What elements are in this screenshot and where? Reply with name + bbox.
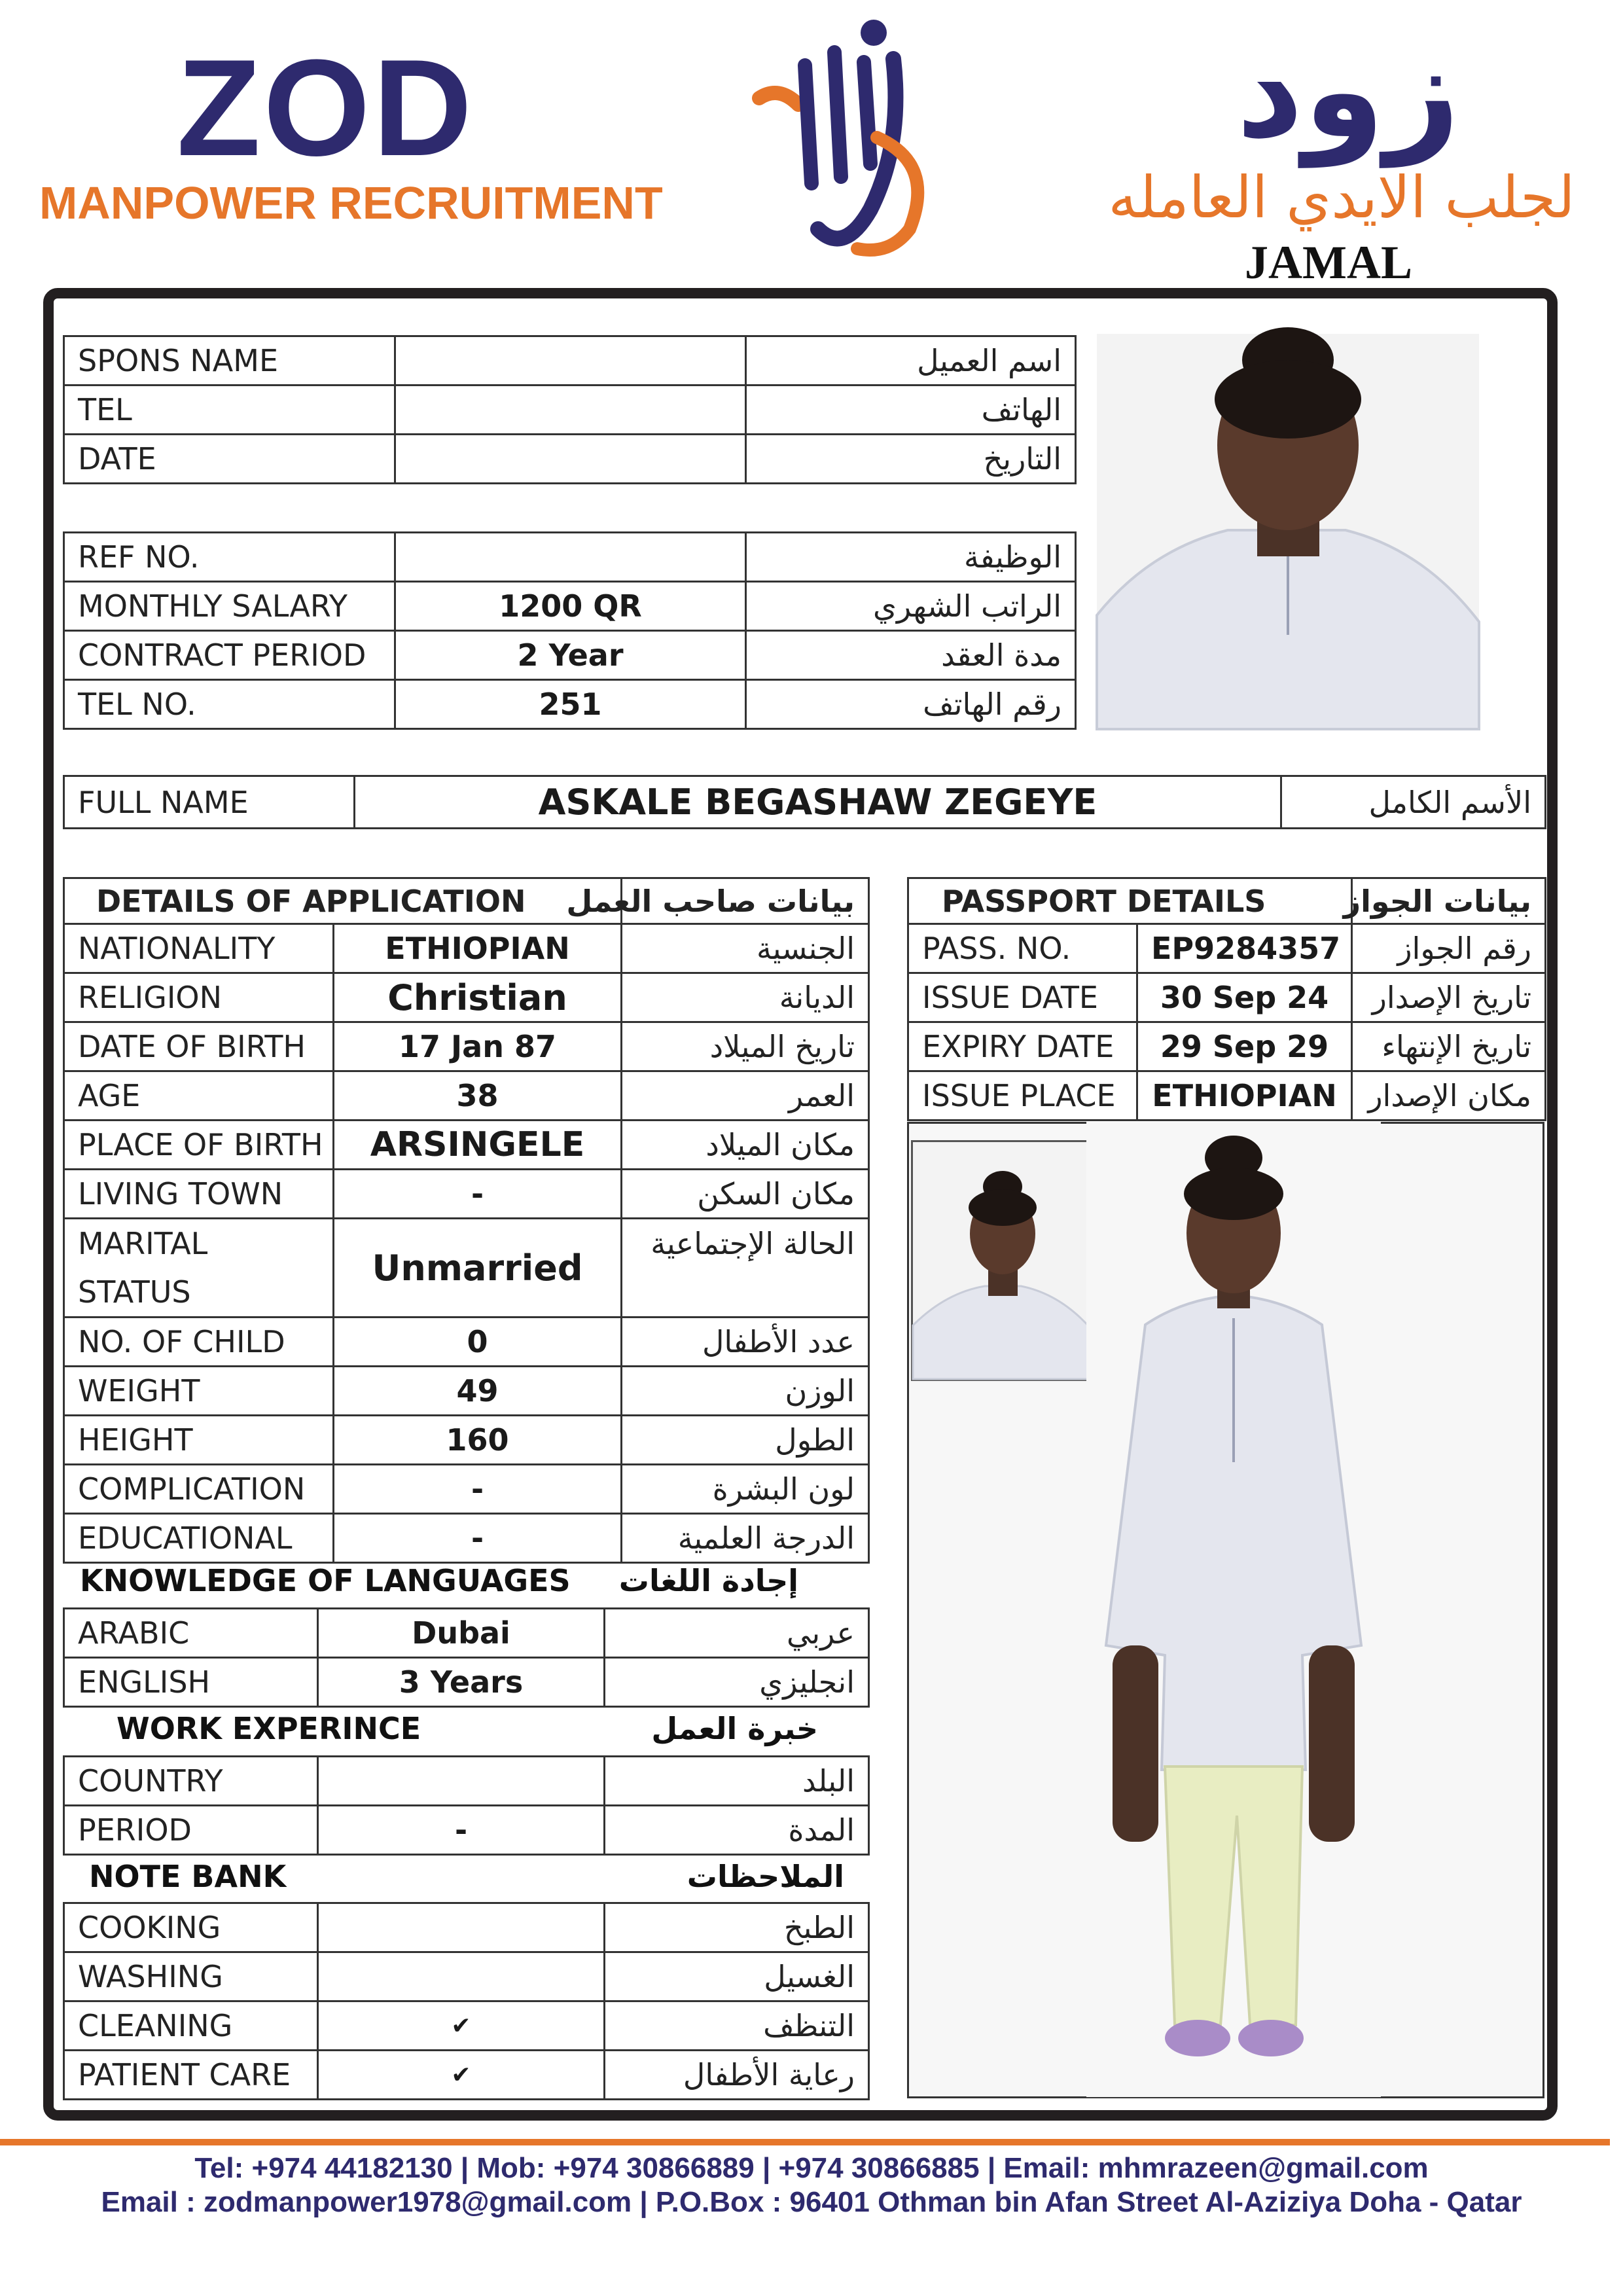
table-row bbox=[64, 1465, 869, 1514]
label-patient-care: PATIENT CARE bbox=[64, 2051, 318, 2100]
label-ar-expiry-date: تاريخ الإنتهاء bbox=[1352, 1022, 1546, 1071]
value-sponsor-name[interactable] bbox=[395, 336, 746, 386]
label-sponsor-name: SPONS NAME bbox=[64, 336, 395, 386]
job-table bbox=[63, 531, 1077, 730]
passport-photo bbox=[911, 1140, 1093, 1381]
value-expiry-date: 29 Sep 29 bbox=[1137, 1022, 1352, 1071]
label-marital-status: MARITAL STATUS bbox=[64, 1219, 334, 1318]
label-ar-washing: الغسيل bbox=[605, 1952, 869, 2001]
table-row bbox=[64, 1022, 869, 1071]
label-ar-no-of-child: عدد الأطفال bbox=[622, 1318, 869, 1367]
agent-name: JAMAL bbox=[1245, 236, 1412, 289]
table-row bbox=[64, 1903, 869, 1952]
table-row bbox=[908, 1071, 1546, 1121]
application-table bbox=[63, 877, 870, 1564]
label-ar-cleaning: التنظف bbox=[605, 2001, 869, 2051]
table-row bbox=[64, 1367, 869, 1416]
footer-contact-line: Tel: +974 44182130 | Mob: +974 30866889 | +974 30866885 | Email: mhmrazeen@gmail.com bbox=[194, 2152, 1429, 2184]
brand-emblem-icon bbox=[713, 13, 975, 262]
label-ar-patient-care: رعاية الأطفال bbox=[605, 2051, 869, 2100]
table-row bbox=[64, 2001, 869, 2051]
section-title-ar-application: بيانات صاحب العمل bbox=[622, 878, 869, 924]
table-row bbox=[908, 1022, 1546, 1071]
label-ar-marital-status: الحالة الإجتماعية bbox=[622, 1219, 869, 1318]
label-place-of-birth: PLACE OF BIRTH bbox=[64, 1121, 334, 1170]
label-ar-contract-period: مدة العقد bbox=[746, 631, 1076, 680]
table-row bbox=[64, 1514, 869, 1563]
table-row bbox=[64, 776, 1546, 829]
value-tel[interactable] bbox=[395, 386, 746, 435]
check-cooking[interactable] bbox=[318, 1903, 605, 1952]
label-washing: WASHING bbox=[64, 1952, 318, 2001]
label-ar-complication: لون البشرة bbox=[622, 1465, 869, 1514]
label-ar-period: المدة bbox=[605, 1806, 869, 1855]
value-issue-place: ETHIOPIAN bbox=[1137, 1071, 1352, 1121]
value-full-name: ASKALE BEGASHAW ZEGEYE bbox=[355, 776, 1281, 829]
sponsor-table bbox=[63, 335, 1077, 484]
label-issue-date: ISSUE DATE bbox=[908, 973, 1137, 1022]
table-row bbox=[908, 973, 1546, 1022]
label-ar-issue-place: مكان الإصدار bbox=[1352, 1071, 1546, 1121]
value-issue-date: 30 Sep 24 bbox=[1137, 973, 1352, 1022]
table-row bbox=[64, 533, 1076, 582]
label-educational: EDUCATIONAL bbox=[64, 1514, 334, 1563]
value-period: - bbox=[318, 1806, 605, 1855]
table-row bbox=[64, 631, 1076, 680]
value-contract-period: 2 Year bbox=[395, 631, 746, 680]
value-place-of-birth: ARSINGELE bbox=[334, 1121, 622, 1170]
value-english: 3 Years bbox=[318, 1658, 605, 1707]
check-cleaning[interactable]: ✔ bbox=[318, 2001, 605, 2051]
section-title-languages: KNOWLEDGE OF LANGUAGES bbox=[80, 1563, 571, 1598]
label-full-name: FULL NAME bbox=[64, 776, 355, 829]
label-country: COUNTRY bbox=[64, 1757, 318, 1806]
label-contract-period: CONTRACT PERIOD bbox=[64, 631, 395, 680]
fullname-table bbox=[63, 775, 1546, 829]
table-row bbox=[64, 1757, 869, 1806]
section-title-ar-passport: بيانات الجواز bbox=[1352, 878, 1546, 924]
value-height: 160 bbox=[334, 1416, 622, 1465]
section-title-notes: NOTE BANK bbox=[89, 1859, 287, 1894]
label-expiry-date: EXPIRY DATE bbox=[908, 1022, 1137, 1071]
portrait-photo bbox=[1097, 334, 1479, 729]
label-tel: TEL bbox=[64, 386, 395, 435]
label-ar-place-of-birth: مكان الميلاد bbox=[622, 1121, 869, 1170]
value-educational: - bbox=[334, 1514, 622, 1563]
label-complication: COMPLICATION bbox=[64, 1465, 334, 1514]
label-pass-no: PASS. NO. bbox=[908, 924, 1137, 973]
table-row bbox=[64, 582, 1076, 631]
label-ar-date-of-birth: تاريخ الميلاد bbox=[622, 1022, 869, 1071]
table-row bbox=[64, 1071, 869, 1121]
value-living-town: - bbox=[334, 1170, 622, 1219]
label-ar-issue-date: تاريخ الإصدار bbox=[1352, 973, 1546, 1022]
table-row bbox=[64, 924, 869, 973]
label-issue-place: ISSUE PLACE bbox=[908, 1071, 1137, 1121]
label-ar-monthly-salary: الراتب الشهري bbox=[746, 582, 1076, 631]
label-ar-tel: الهاتف bbox=[746, 386, 1076, 435]
label-height: HEIGHT bbox=[64, 1416, 334, 1465]
label-ar-weight: الوزن bbox=[622, 1367, 869, 1416]
table-row bbox=[64, 1318, 869, 1367]
label-ar-pass-no: رقم الجواز bbox=[1352, 924, 1546, 973]
value-nationality: ETHIOPIAN bbox=[334, 924, 622, 973]
value-monthly-salary: 1200 QR bbox=[395, 582, 746, 631]
label-ar-cooking: الطبخ bbox=[605, 1903, 869, 1952]
value-no-of-child: 0 bbox=[334, 1318, 622, 1367]
value-tel-no: 251 bbox=[395, 680, 746, 729]
label-ar-arabic: عربي bbox=[605, 1609, 869, 1658]
value-religion: Christian bbox=[334, 973, 622, 1022]
check-patient-care[interactable]: ✔ bbox=[318, 2051, 605, 2100]
brand-subtitle: MANPOWER RECRUITMENT bbox=[39, 177, 663, 228]
label-ar-english: انجليزي bbox=[605, 1658, 869, 1707]
table-header-row bbox=[908, 878, 1546, 924]
value-age: 38 bbox=[334, 1071, 622, 1121]
section-title-application: DETAILS OF APPLICATION bbox=[64, 878, 622, 924]
label-no-of-child: NO. OF CHILD bbox=[64, 1318, 334, 1367]
brand-logo: ZOD bbox=[177, 31, 475, 185]
value-marital-status: Unmarried bbox=[334, 1219, 622, 1318]
table-row bbox=[64, 1806, 869, 1855]
label-ar-sponsor-name: اسم العميل bbox=[746, 336, 1076, 386]
value-date[interactable] bbox=[395, 435, 746, 484]
label-ar-date: التاريخ bbox=[746, 435, 1076, 484]
section-title-ar-languages: إجادة اللغات bbox=[618, 1563, 798, 1598]
table-row bbox=[64, 386, 1076, 435]
label-date: DATE bbox=[64, 435, 395, 484]
label-ar-ref-no: الوظيفة bbox=[746, 533, 1076, 582]
label-living-town: LIVING TOWN bbox=[64, 1170, 334, 1219]
label-ar-religion: الديانة bbox=[622, 973, 869, 1022]
languages-table bbox=[63, 1607, 870, 1708]
passport-table bbox=[907, 877, 1546, 1121]
value-weight: 49 bbox=[334, 1367, 622, 1416]
label-monthly-salary: MONTHLY SALARY bbox=[64, 582, 395, 631]
footer-divider bbox=[0, 2139, 1610, 2145]
table-row bbox=[64, 1609, 869, 1658]
section-title-ar-notes: الملاحظات bbox=[687, 1859, 844, 1894]
label-date-of-birth: DATE OF BIRTH bbox=[64, 1022, 334, 1071]
label-period: PERIOD bbox=[64, 1806, 318, 1855]
label-nationality: NATIONALITY bbox=[64, 924, 334, 973]
label-cleaning: CLEANING bbox=[64, 2001, 318, 2051]
section-title-ar-experience: خبرة العمل bbox=[651, 1711, 818, 1746]
full-body-photo bbox=[1086, 1122, 1381, 2097]
label-ar-living-town: مكان السكن bbox=[622, 1170, 869, 1219]
value-pass-no: EP9284357 bbox=[1137, 924, 1352, 973]
label-arabic: ARABIC bbox=[64, 1609, 318, 1658]
footer-address-line: Email : zodmanpower1978@gmail.com | P.O.Box : 96401 Othman bin Afan Street Al-Aziziya Doha - Qatar bbox=[101, 2186, 1522, 2218]
table-row bbox=[64, 1952, 869, 2001]
label-ar-age: العمر bbox=[622, 1071, 869, 1121]
label-tel-no: TEL NO. bbox=[64, 680, 395, 729]
value-country bbox=[318, 1757, 605, 1806]
brand-logo-arabic: زود bbox=[1236, 15, 1461, 168]
label-ar-nationality: الجنسية bbox=[622, 924, 869, 973]
notes-table bbox=[63, 1902, 870, 2100]
table-row bbox=[64, 336, 1076, 386]
section-title-passport: PASSPORT DETAILS bbox=[908, 878, 1352, 924]
table-row bbox=[64, 1219, 869, 1318]
value-complication: - bbox=[334, 1465, 622, 1514]
label-ref-no: REF NO. bbox=[64, 533, 395, 582]
experience-table bbox=[63, 1755, 870, 1856]
label-ar-height: الطول bbox=[622, 1416, 869, 1465]
table-row bbox=[64, 1658, 869, 1707]
table-row bbox=[64, 1121, 869, 1170]
table-row bbox=[64, 1170, 869, 1219]
label-english: ENGLISH bbox=[64, 1658, 318, 1707]
value-ref-no bbox=[395, 533, 746, 582]
label-ar-country: البلد bbox=[605, 1757, 869, 1806]
label-age: AGE bbox=[64, 1071, 334, 1121]
brand-subtitle-arabic: لجلب الايدي العامله bbox=[1108, 164, 1575, 231]
label-ar-tel-no: رقم الهاتف bbox=[746, 680, 1076, 729]
table-row bbox=[64, 2051, 869, 2100]
value-arabic: Dubai bbox=[318, 1609, 605, 1658]
table-row bbox=[64, 1416, 869, 1465]
label-religion: RELIGION bbox=[64, 973, 334, 1022]
table-row bbox=[64, 435, 1076, 484]
value-date-of-birth: 17 Jan 87 bbox=[334, 1022, 622, 1071]
table-row bbox=[64, 973, 869, 1022]
section-title-experience: WORK EXPERINCE bbox=[116, 1711, 421, 1746]
table-row bbox=[64, 680, 1076, 729]
label-weight: WEIGHT bbox=[64, 1367, 334, 1416]
table-row bbox=[908, 924, 1546, 973]
label-cooking: COOKING bbox=[64, 1903, 318, 1952]
check-washing[interactable] bbox=[318, 1952, 605, 2001]
label-ar-educational: الدرجة العلمية bbox=[622, 1514, 869, 1563]
label-ar-full-name: الأسم الكامل bbox=[1281, 776, 1546, 829]
table-header-row bbox=[64, 878, 869, 924]
